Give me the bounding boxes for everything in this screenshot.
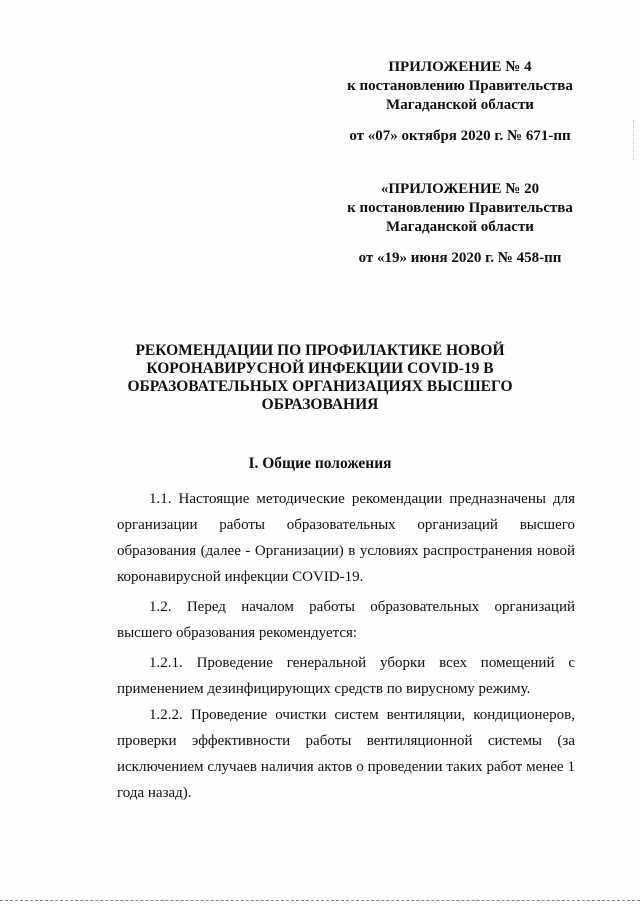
paragraph-1-1	[117, 486, 575, 590]
appendix-4-line1: к постановлению Правительства	[347, 78, 573, 94]
appendix-4-heading: ПРИЛОЖЕНИЕ № 4	[388, 59, 532, 75]
title-line-1: РЕКОМЕНДАЦИИ ПО ПРОФИЛАКТИКЕ НОВОЙ	[135, 342, 505, 359]
appendix-4-line2: Магаданской области	[386, 97, 534, 113]
title-line-3: ОБРАЗОВАТЕЛЬНЫХ ОРГАНИЗАЦИЯХ ВЫСШЕГО	[127, 378, 513, 395]
paragraph-1-2-1-text: 1.2.1. Проведение генеральной уборки всех помещений с применением дезинфицирующих средств по вирусному режиму.	[117, 655, 575, 697]
title-line-4: ОБРАЗОВАНИЯ	[261, 396, 379, 413]
paragraph-1-2-2	[117, 702, 575, 806]
scan-edge-mark	[631, 120, 634, 160]
scan-bottom-edge	[0, 900, 640, 901]
appendix-20-date: от «19» июня 2020 г. № 458-пп	[358, 250, 562, 266]
appendix-20-heading: «ПРИЛОЖЕНИЕ № 20	[380, 181, 540, 197]
appendix-20-line2: Магаданской области	[386, 219, 534, 235]
paragraph-1-2-1	[117, 650, 575, 702]
appendix-20-block	[330, 180, 590, 268]
paragraph-1-1-text: 1.1. Настоящие методические рекомендации предназначены для организации работы образовательных организаций высшего образования (далее - Организации) в условиях распространения новой коронавирусной инфекции COVID-19.	[117, 491, 575, 585]
appendix-4-date: от «07» октября 2020 г. № 671-пп	[349, 128, 571, 144]
paragraph-1-2-text: 1.2. Перед началом работы образовательных организаций высшего образования рекомендуется:	[117, 599, 575, 641]
document-title	[110, 342, 530, 414]
paragraph-1-2	[117, 594, 575, 646]
paragraph-1-2-2-text: 1.2.2. Проведение очистки систем вентиляции, кондиционеров, проверки эффективности работы вентиляционной системы (за исключением случаев наличия актов о проведении таких работ менее 1 года назад).	[117, 707, 575, 801]
title-line-2: КОРОНАВИРУСНОЙ ИНФЕКЦИИ COVID-19 В	[146, 360, 494, 377]
appendix-4-block	[330, 58, 590, 146]
section-heading: I. Общие положения	[248, 455, 392, 472]
appendix-20-line1: к постановлению Правительства	[347, 200, 573, 216]
